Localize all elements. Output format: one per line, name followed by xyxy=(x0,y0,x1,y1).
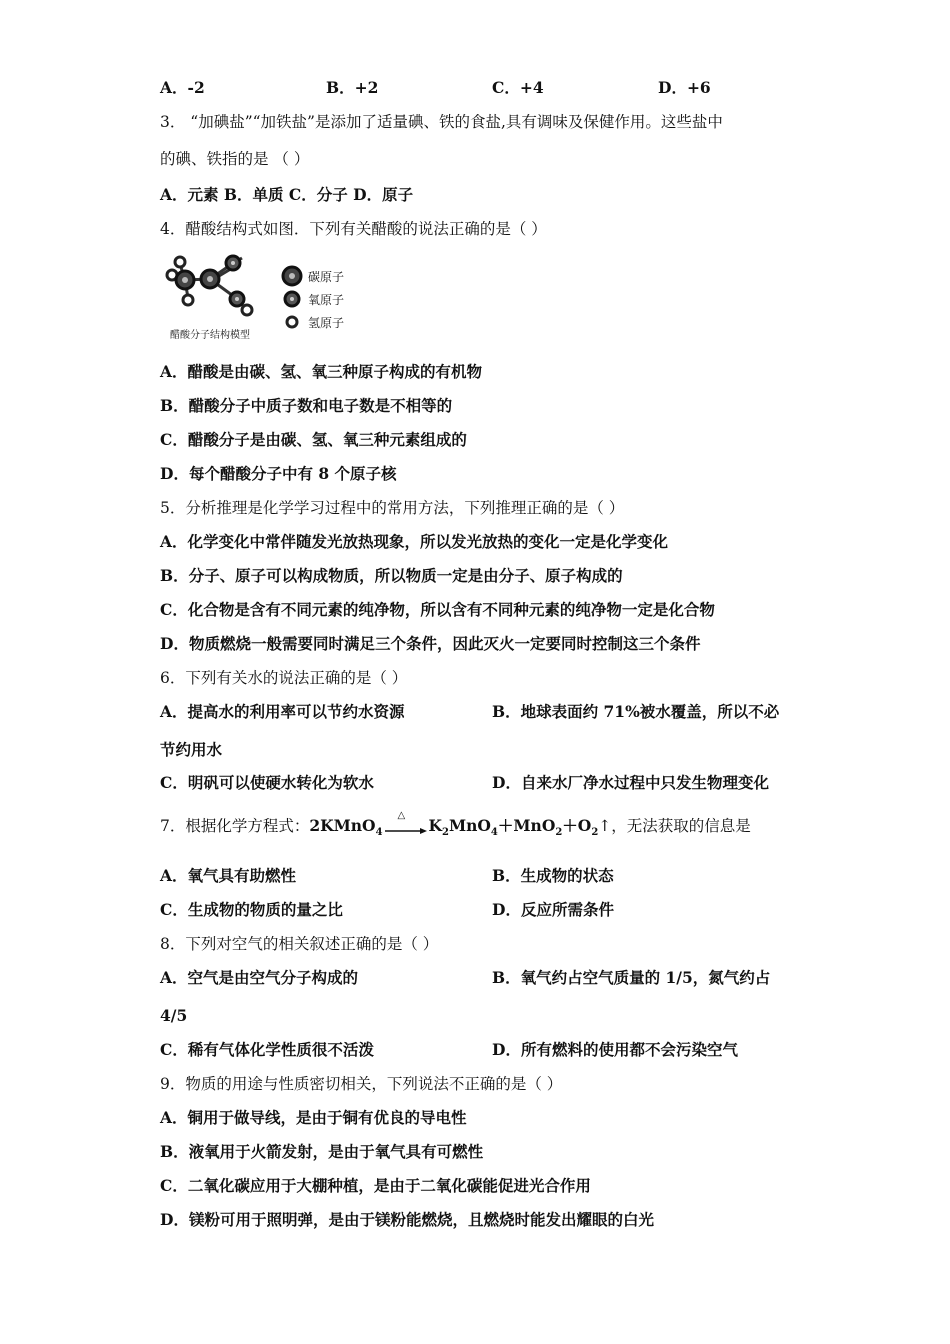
q9-option-a: A．铜用于做导线，是由于铜有优良的导电性 xyxy=(160,1108,467,1127)
q9-option-b: B．液氧用于火箭发射，是由于氧气具有可燃性 xyxy=(160,1142,484,1161)
q6-option-d: D．自来水厂净水过程中只发生物理变化 xyxy=(492,773,769,792)
q3-stem-line1: 3． “加碘盐”“加铁盐”是添加了适量碘、铁的食盐,具有调味及保健作用。这些盐中 xyxy=(160,113,723,131)
q8-option-b-continued: 4/5 xyxy=(160,1006,188,1025)
q2-option-c: C．+4 xyxy=(492,78,544,97)
q9-option-d: D．镁粉可用于照明弹，是由于镁粉能燃烧，且燃烧时能发出耀眼的白光 xyxy=(160,1210,654,1229)
q7-option-d: D．反应所需条件 xyxy=(492,900,614,919)
q2-option-d: D．+6 xyxy=(658,78,711,97)
q7-equation-line: 7．根据化学方程式：2KMnO$_4$ △ $K_2MnO_4+MnO_2+O_2↑$，无法获取的信息是 xyxy=(160,810,751,839)
reaction-arrow-icon xyxy=(385,810,427,834)
q2-option-b: B．+2 xyxy=(326,78,379,97)
q5-option-a: A．化学变化中常伴随发光放热现象，所以发光放热的变化一定是化学变化 xyxy=(160,532,669,551)
q8-stem: 8．下列对空气的相关叙述正确的是（ ） xyxy=(160,935,439,953)
q3-options: A．元素 B．单质 C．分子 D．原子 xyxy=(160,185,414,204)
q7-suffix: ↑，无法获取的信息是 xyxy=(598,817,751,835)
q8-option-b: B．氧气约占空气质量的 1/5，氮气约占 xyxy=(492,968,771,987)
q7-option-b: B．生成物的状态 xyxy=(492,866,614,885)
q3-stem-line2: 的碘、铁指的是 （ ） xyxy=(160,150,310,168)
q8-option-a: A．空气是由空气分子构成的 xyxy=(160,968,359,987)
molecule-diagram xyxy=(158,250,368,342)
q6-option-a: A．提高水的利用率可以节约水资源 xyxy=(160,702,405,721)
heating-condition-icon: △ xyxy=(397,810,406,821)
q9-option-c: C．二氧化碳应用于大棚种植，是由于二氧化碳能促进光合作用 xyxy=(160,1176,591,1195)
q5-option-c: C．化合物是含有不同元素的纯净物，所以含有不同种元素的纯净物一定是化合物 xyxy=(160,600,715,619)
figure-caption: 醋酸分子结构模型 xyxy=(170,330,250,341)
q5-stem: 5．分析推理是化学学习过程中的常用方法，下列推理正确的是（ ） xyxy=(160,499,625,517)
q7-prefix: 7．根据化学方程式： xyxy=(160,817,310,835)
q4-option-d: D．每个醋酸分子中有 8 个原子核 xyxy=(160,464,397,483)
acetic-acid-model-figure xyxy=(158,250,368,342)
q5-option-b: B．分子、原子可以构成物质，所以物质一定是由分子、原子构成的 xyxy=(160,566,623,585)
q8-option-c: C．稀有气体化学性质很不活泼 xyxy=(160,1040,374,1059)
q4-stem: 4．醋酸结构式如图．下列有关醋酸的说法正确的是（ ） xyxy=(160,220,547,238)
q4-option-a: A．醋酸是由碳、氢、氧三种原子构成的有机物 xyxy=(160,362,483,381)
q9-stem: 9．物质的用途与性质密切相关，下列说法不正确的是（ ） xyxy=(160,1075,563,1093)
legend-hydrogen: 氢原子 xyxy=(308,316,345,330)
q8-option-d: D．所有燃料的使用都不会污染空气 xyxy=(492,1040,738,1059)
q6-option-b: B．地球表面约 71%被水覆盖，所以不必 xyxy=(492,702,780,721)
q7-option-a: A．氧气具有助燃性 xyxy=(160,866,297,885)
q4-option-c: C．醋酸分子是由碳、氢、氧三种元素组成的 xyxy=(160,430,467,449)
q7-reactant: 2KMnO xyxy=(309,816,376,835)
q7-option-c: C．生成物的物质的量之比 xyxy=(160,900,343,919)
q6-stem: 6．下列有关水的说法正确的是（ ） xyxy=(160,669,408,687)
q5-option-d: D．物质燃烧一般需要同时满足三个条件，因此灭火一定要同时控制这三个条件 xyxy=(160,634,701,653)
q6-option-c: C．明矾可以使硬水转化为软水 xyxy=(160,773,374,792)
q4-option-b: B．醋酸分子中质子数和电子数是不相等的 xyxy=(160,396,453,415)
q2-option-a: A．-2 xyxy=(160,78,205,97)
legend-oxygen: 氧原子 xyxy=(308,293,345,307)
legend-carbon: 碳原子 xyxy=(308,270,345,284)
q6-option-b-continued: 节约用水 xyxy=(160,740,223,759)
